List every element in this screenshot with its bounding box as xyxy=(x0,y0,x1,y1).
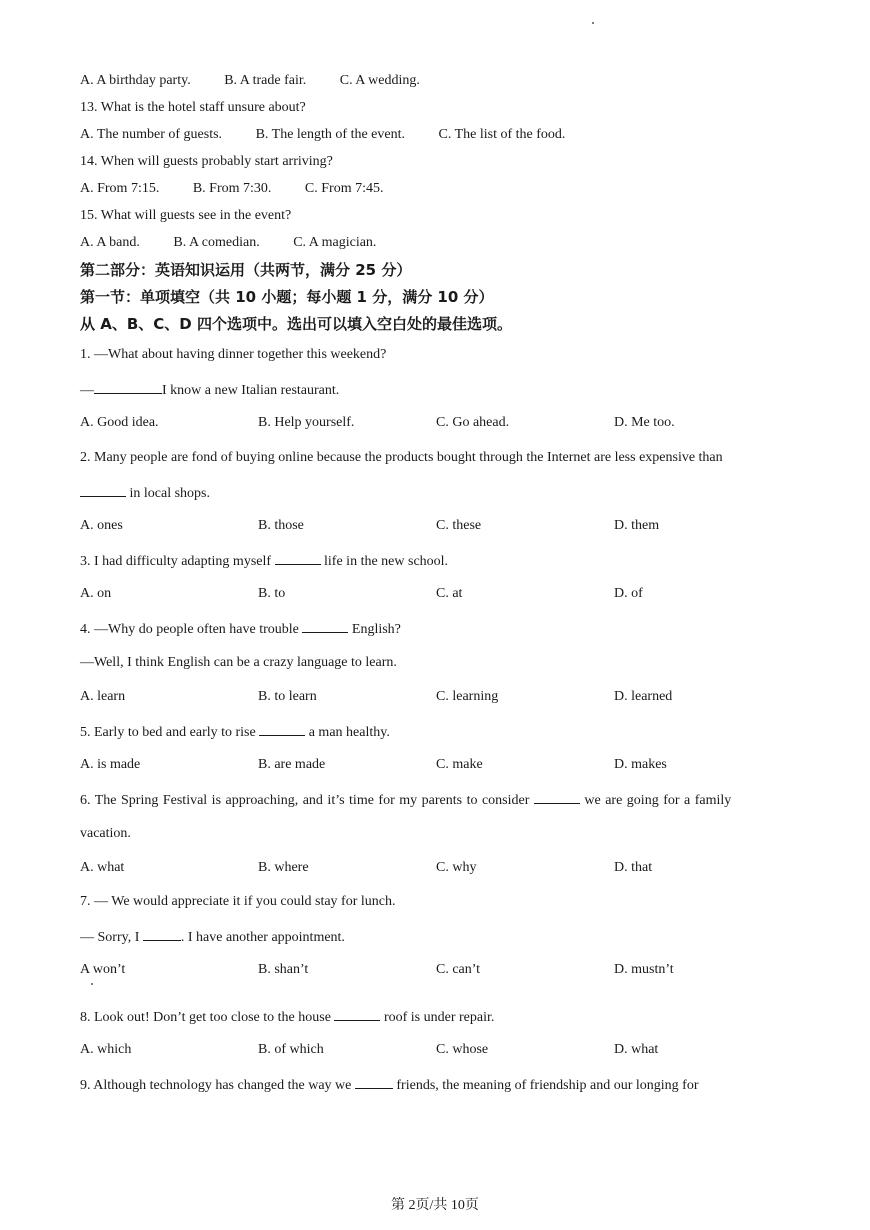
q7-text: 7. — We would appreciate it if you could stay for lunch. xyxy=(80,894,396,909)
answer-blank xyxy=(334,1007,380,1021)
answer-blank xyxy=(534,790,580,804)
scan-dot xyxy=(592,22,594,24)
option-d: D. learned xyxy=(614,689,673,704)
answer-blank xyxy=(355,1075,393,1089)
q15-text: 15. What will guests see in the event? xyxy=(80,208,292,223)
option: A. A birthday party. xyxy=(80,73,191,88)
answer-blank xyxy=(143,927,181,941)
q13-text: 13. What is the hotel staff unsure about? xyxy=(80,100,306,115)
dash: — xyxy=(80,383,94,398)
option-c: C. whose xyxy=(436,1042,489,1057)
q4-text xyxy=(80,619,401,639)
option-b: B. to learn xyxy=(258,689,317,704)
q3-post: life in the new school. xyxy=(320,554,449,569)
option: C. The list of the food. xyxy=(438,127,566,142)
option: B. A trade fair. xyxy=(224,73,307,88)
option-b: B. of which xyxy=(258,1042,324,1057)
option-b: B. Help yourself. xyxy=(258,415,355,430)
q9-post: friends, the meaning of friendship and our longing for xyxy=(392,1078,699,1093)
option-c: C. make xyxy=(436,757,483,772)
option-b: B. where xyxy=(258,860,309,875)
q5-pre: 5. Early to bed and early to rise xyxy=(80,725,260,740)
option: A. From 7:15. xyxy=(80,181,160,196)
q4-post: English? xyxy=(348,622,401,637)
q6-pre: 6. The Spring Festival is approaching, and it’s time for my parents to consider xyxy=(80,793,534,808)
q7-reply xyxy=(80,927,345,947)
option-d: D. that xyxy=(614,860,653,875)
option: B. From 7:30. xyxy=(192,181,272,196)
option: B. A comedian. xyxy=(173,235,260,250)
q6-text-cont: vacation. xyxy=(80,826,131,841)
q3-text xyxy=(80,551,448,571)
q8-text xyxy=(80,1007,494,1027)
option-a: A won’t xyxy=(80,962,126,977)
option-c: C. Go ahead. xyxy=(436,415,510,430)
q4-reply: —Well, I think English can be a crazy language to learn. xyxy=(80,655,397,670)
q5-text xyxy=(80,722,390,742)
option-b: B. shan’t xyxy=(258,962,309,977)
section1-instruction: 从 A、B、C、D 四个选项中。选出可以填入空白处的最佳选项。 xyxy=(80,315,512,333)
answer-blank xyxy=(80,483,126,497)
q2-text: 2. Many people are fond of buying online because the products bought through the Internet are less expensive than xyxy=(80,450,723,465)
q9-pre: 9. Although technology has changed the way we xyxy=(80,1078,355,1093)
option: A. A band. xyxy=(80,235,140,250)
q3-pre: 3. I had difficulty adapting myself xyxy=(80,554,275,569)
q12-options xyxy=(80,72,450,90)
option-a: A. ones xyxy=(80,518,123,533)
q5-post: a man healthy. xyxy=(305,725,390,740)
q8-post: roof is under repair. xyxy=(380,1010,495,1025)
q6-text xyxy=(80,790,731,810)
option-c: C. learning xyxy=(436,689,499,704)
option-a: A. what xyxy=(80,860,125,875)
option-b: B. to xyxy=(258,586,286,601)
q15-options xyxy=(80,234,406,252)
q2-text-cont xyxy=(80,483,210,503)
option-a: A. which xyxy=(80,1042,132,1057)
option: C. From 7:45. xyxy=(304,181,384,196)
option-b: B. those xyxy=(258,518,304,533)
page-footer: 第 2页/共 10页 xyxy=(391,1198,479,1213)
q8-pre: 8. Look out! Don’t get too close to the house xyxy=(80,1010,335,1025)
q7-post: . I have another appointment. xyxy=(180,930,345,945)
option-d: D. what xyxy=(614,1042,659,1057)
option-c: C. can’t xyxy=(436,962,481,977)
option-c: C. these xyxy=(436,518,482,533)
answer-blank xyxy=(275,551,321,565)
part2-title: 第二部分：英语知识运用（共两节，满分 25 分） xyxy=(80,261,412,279)
q13-options xyxy=(80,126,595,144)
q4-pre: 4. —Why do people often have trouble xyxy=(80,622,303,637)
q6-post: we are going for a family xyxy=(579,793,732,808)
option: C. A magician. xyxy=(293,235,377,250)
option-d: D. mustn’t xyxy=(614,962,674,977)
option-d: D. of xyxy=(614,586,643,601)
option-c: C. at xyxy=(436,586,463,601)
option-a: A. is made xyxy=(80,757,141,772)
option-a: A. on xyxy=(80,586,112,601)
option-b: B. are made xyxy=(258,757,326,772)
option-a: A. learn xyxy=(80,689,126,704)
option-d: D. them xyxy=(614,518,660,533)
option: A. The number of guests. xyxy=(80,127,223,142)
q2-tail: in local shops. xyxy=(126,486,210,501)
q9-text xyxy=(80,1075,698,1095)
reply-text: I know a new Italian restaurant. xyxy=(162,383,340,398)
scan-dot xyxy=(91,983,93,985)
answer-blank xyxy=(302,619,348,633)
option-c: C. why xyxy=(436,860,477,875)
q14-options xyxy=(80,180,414,198)
option: B. The length of the event. xyxy=(255,127,405,142)
section1-title: 第一节：单项填空（共 10 小题；每小题 1 分，满分 10 分） xyxy=(80,288,494,306)
option-d: D. Me too. xyxy=(614,415,675,430)
option-d: D. makes xyxy=(614,757,667,772)
option-a: A. Good idea. xyxy=(80,415,159,430)
q14-text: 14. When will guests probably start arriving? xyxy=(80,154,333,169)
option: C. A wedding. xyxy=(339,73,420,88)
q1-text: 1. —What about having dinner together this weekend? xyxy=(80,347,387,362)
answer-blank xyxy=(94,380,162,394)
q1-reply xyxy=(80,380,339,400)
q7-pre: — Sorry, I xyxy=(80,930,143,945)
answer-blank xyxy=(259,722,305,736)
